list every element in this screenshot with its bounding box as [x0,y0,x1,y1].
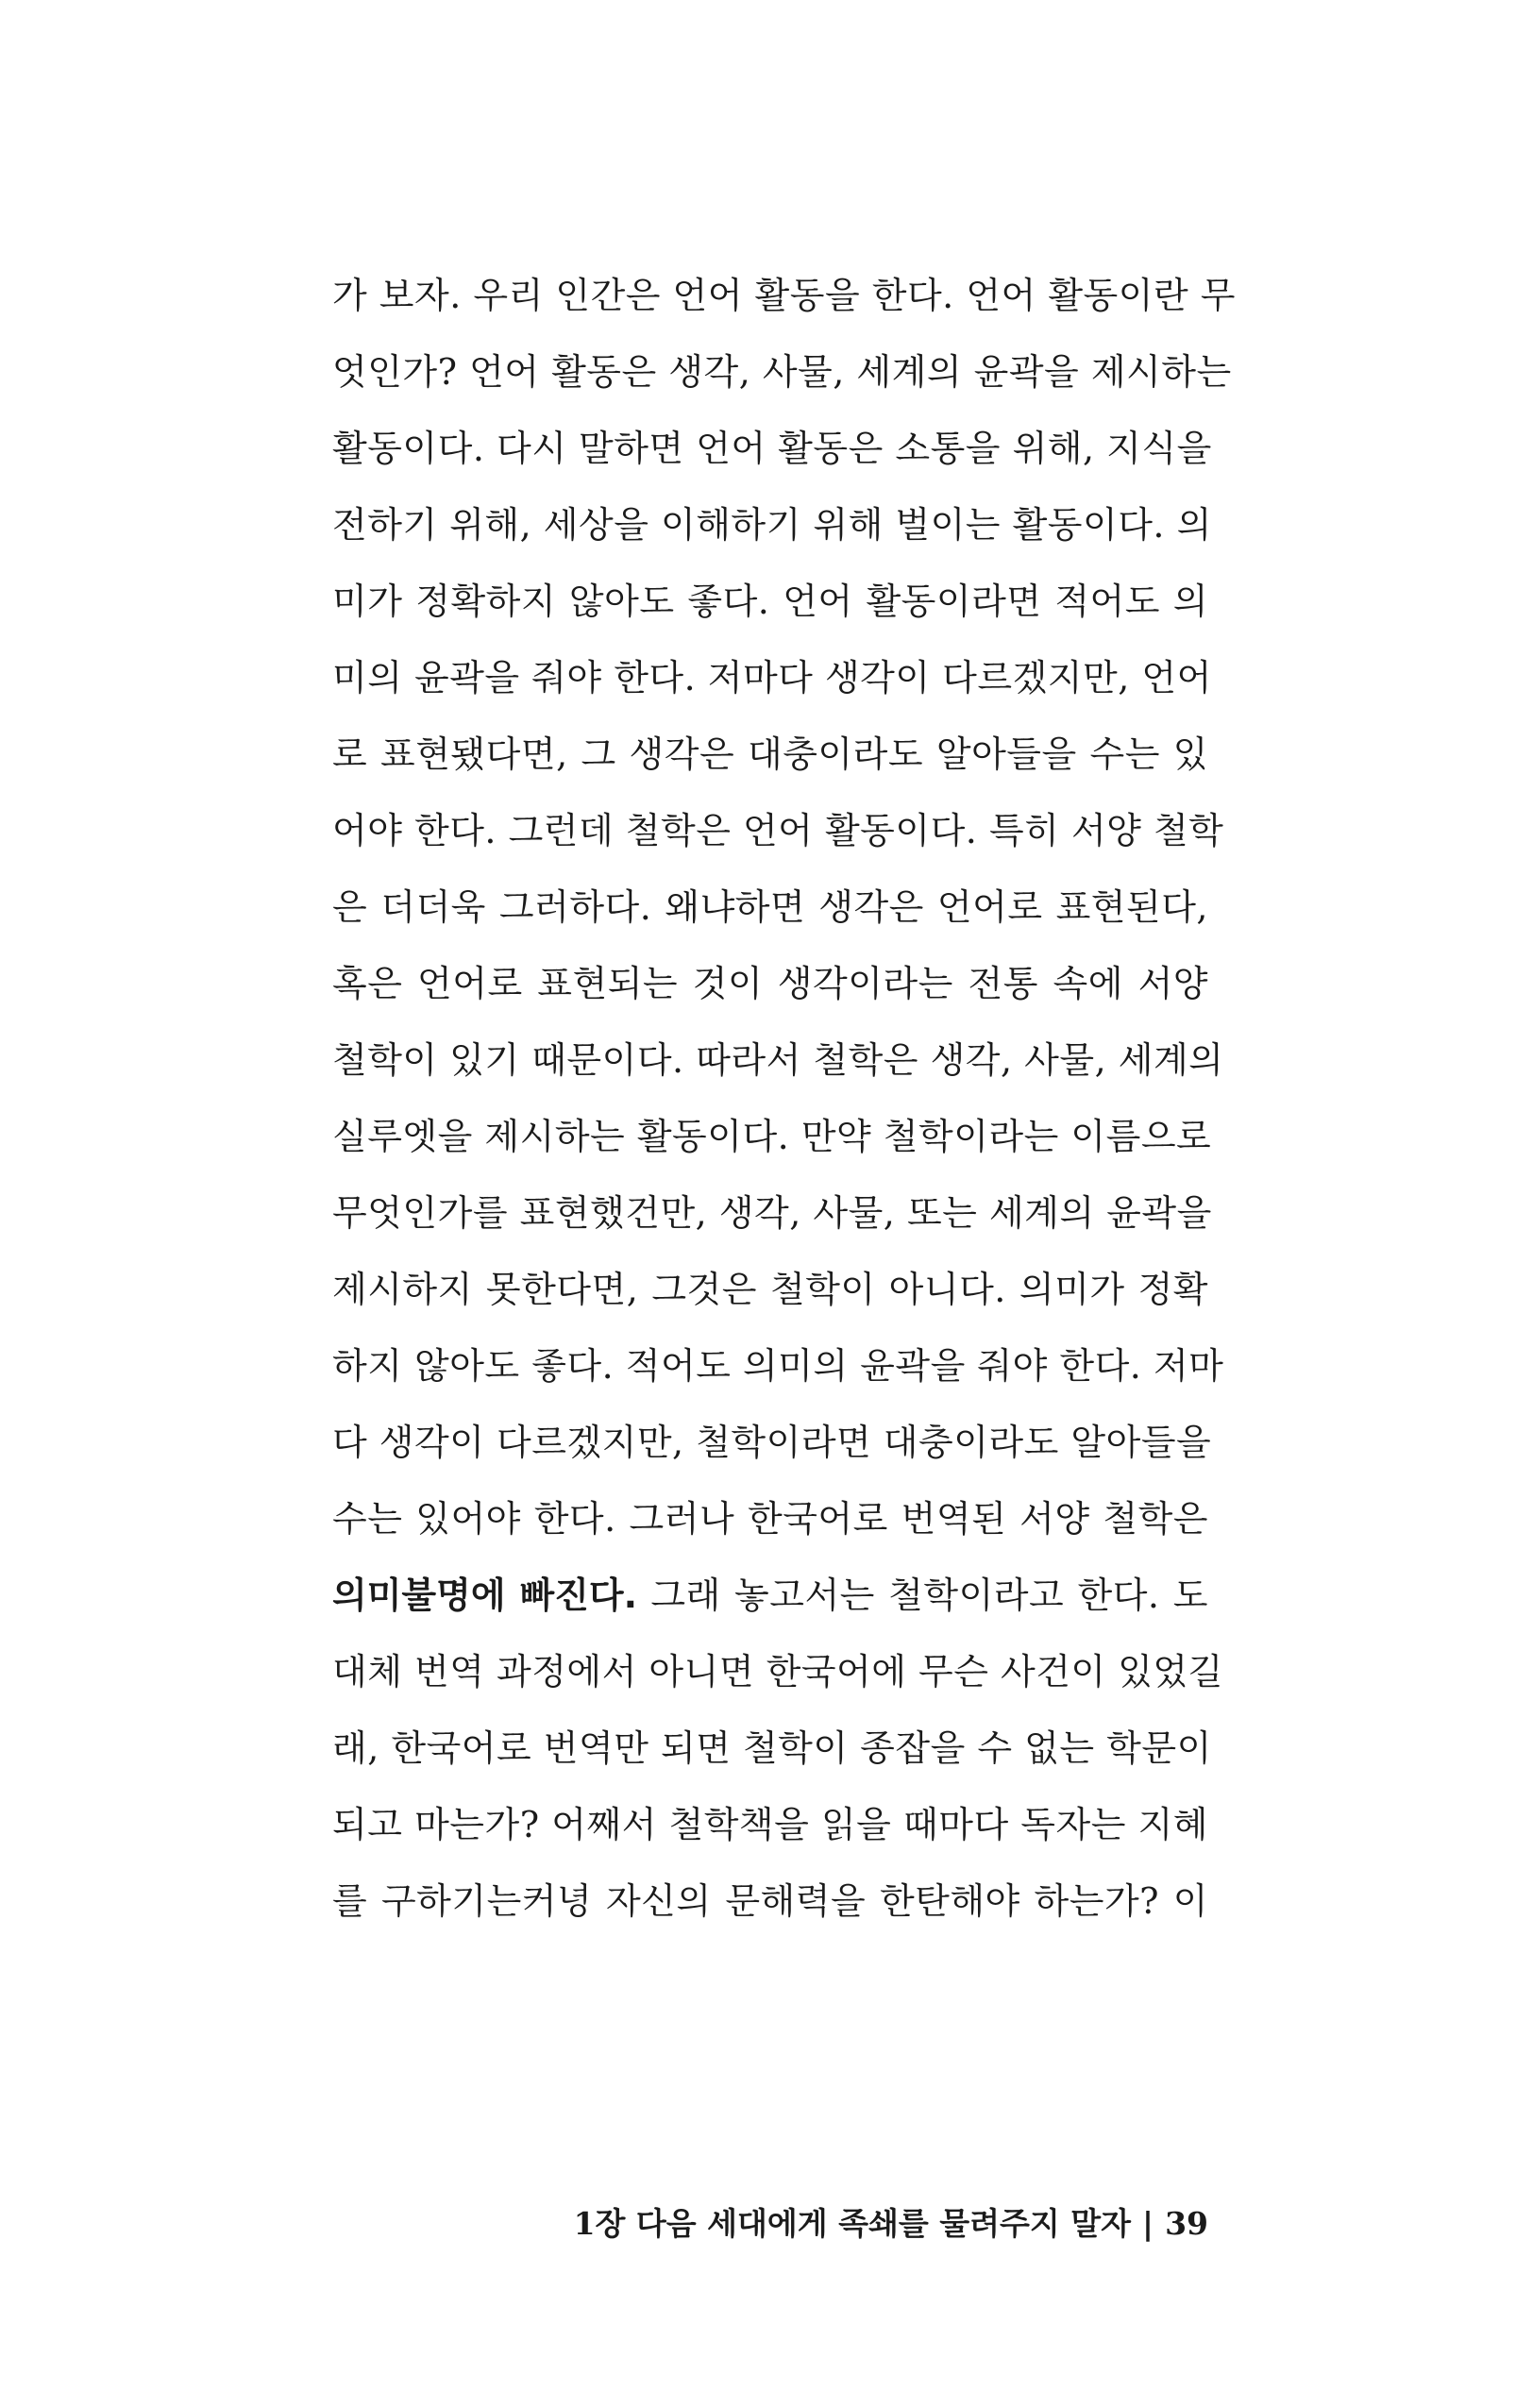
text-line: 되고 마는가? 어째서 철학책을 읽을 때마다 독자는 지혜 [332,1804,1208,1845]
text-line: 무엇인가를 표현했건만, 생각, 사물, 또는 세계의 윤곽을 [332,1192,1212,1234]
text-line: 실루엣을 제시하는 활동이다. 만약 철학이라는 이름으로 [332,1116,1212,1157]
text-line: 어야 한다. 그런데 철학은 언어 활동이다. 특히 서양 철학 [332,810,1224,851]
text-line: 대체 번역 과정에서 아니면 한국어에 무슨 사건이 있었길 [332,1651,1223,1692]
text-line: 를 구하기는커녕 자신의 문해력을 한탄해야 하는가? 이 [332,1880,1208,1922]
text-line-with-emphasis [332,1566,1208,1642]
text-line: 미가 정확하지 않아도 좋다. 언어 활동이라면 적어도 의 [332,581,1208,622]
text-line: 엇인가? 언어 활동은 생각, 사물, 세계의 윤곽을 제시하는 [332,351,1232,393]
running-footer [574,2203,1208,2245]
text-line: 로 표현됐다면, 그 생각은 대충이라도 알아들을 수는 있 [332,733,1208,775]
text-line: 래, 한국어로 번역만 되면 철학이 종잡을 수 없는 학문이 [332,1727,1212,1769]
page-number: 39 [1165,2205,1208,2242]
chapter-title: 1장 다음 세대에게 족쇄를 물려주지 말자 [573,2205,1132,2242]
text-line: 가 보자. 우리 인간은 언어 활동을 한다. 언어 활동이란 무 [332,275,1236,316]
text-line: 제시하지 못한다면, 그것은 철학이 아니다. 의미가 정확 [332,1269,1208,1310]
text-line: 전하기 위해, 세상을 이해하기 위해 벌이는 활동이다. 의 [332,504,1212,546]
text-line: 혹은 언어로 표현되는 것이 생각이라는 전통 속에 서양 [332,963,1208,1004]
text-line: 은 더더욱 그러하다. 왜냐하면 생각은 언어로 표현된다, [332,886,1208,928]
text-line: 다 생각이 다르겠지만, 철학이라면 대충이라도 알아들을 [332,1422,1212,1463]
text-line: 미의 윤곽을 줘야 한다. 저마다 생각이 다르겠지만, 언어 [332,657,1212,699]
text-line: 활동이다. 다시 말하면 언어 활동은 소통을 위해, 지식을 [332,428,1212,469]
body-text [332,266,1236,1948]
text-line: 수는 있어야 한다. 그러나 한국어로 번역된 서양 철학은 [332,1498,1208,1540]
footer-separator: | [1142,2205,1154,2242]
text-line-rest: 그래 놓고서는 철학이라고 한다. 도 [637,1574,1208,1616]
text-line: 하지 않아도 좋다. 적어도 의미의 윤곽을 줘야 한다. 저마 [332,1345,1224,1387]
emphasized-phrase: 의미불명에 빠진다. [332,1574,638,1616]
text-line: 철학이 있기 때문이다. 따라서 철학은 생각, 사물, 세계의 [332,1039,1224,1081]
